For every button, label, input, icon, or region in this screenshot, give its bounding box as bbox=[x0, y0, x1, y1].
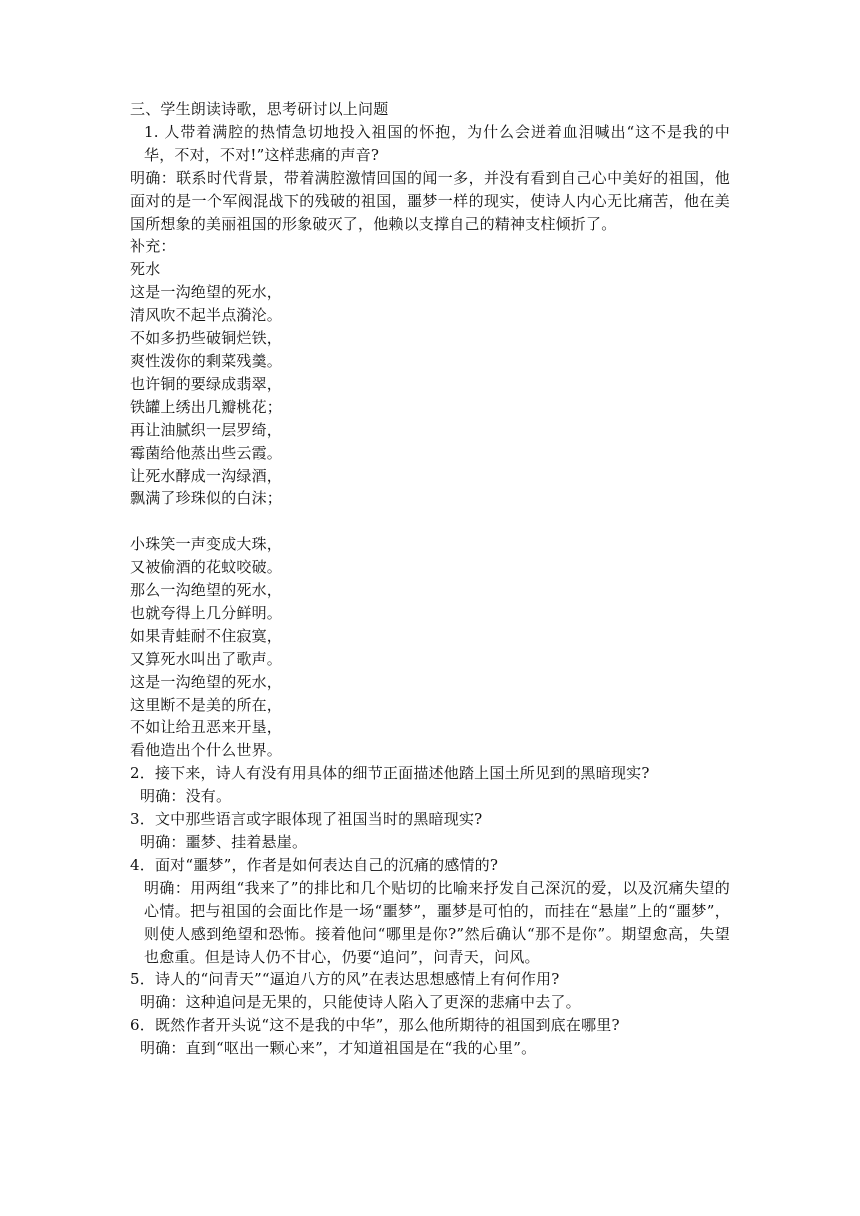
poem-line: 飘满了珍珠似的白沫； bbox=[130, 489, 283, 508]
poem-line: 又被偷酒的花蚊咬破。 bbox=[130, 558, 283, 577]
question-3: 3．文中那些语言或字眼体现了祖国当时的黑暗现实? bbox=[130, 810, 483, 829]
question-4: 4．面对“噩梦”，作者是如何表达自己的沉痛的感情的? bbox=[130, 855, 499, 874]
poem-line: 看他造出个什么世界。 bbox=[130, 741, 283, 760]
poem-stanza-2 bbox=[130, 533, 730, 762]
poem-line: 如果青蛙耐不住寂寞， bbox=[130, 626, 283, 645]
question-5: 5．诗人的“问青天”“逼迫八方的风”在表达思想感情上有何作用? bbox=[130, 970, 560, 989]
document-body bbox=[130, 98, 730, 1060]
poem-line: 铁罐上绣出几瓣桃花； bbox=[130, 397, 283, 416]
poem-line: 再让油腻织一层罗绮， bbox=[130, 420, 283, 439]
poem-line: 也许铜的要绿成翡翠， bbox=[130, 374, 283, 393]
answer-2: 明确：没有。 bbox=[140, 787, 232, 806]
question-1: 1. 人带着满腔的热情急切地投入祖国的怀抱，为什么会迸着血泪喊出“这不是我的中华，不对，不对!”这样悲痛的声音? bbox=[144, 122, 730, 164]
answer-4: 明确：用两组“我来了”的排比和几个贴切的比喻来抒发自己深沉的爱，以及沉痛失望的心情。把与祖国的会面比作是一场“噩梦”，噩梦是可怕的，而挂在“悬崖”上的“噩梦”，则使人感到绝望和恐怖。接着他问“哪里是你?”然后确认“那不是你”。期望愈高，失望也愈重。但是诗人仍不甘心，仍要“追问”，问青天，问风。 bbox=[144, 878, 730, 966]
poem-title: 死水 bbox=[130, 260, 161, 279]
answer-1: 明确：联系时代背景，带着满腔激情回国的闻一多，并没有看到自己心中美好的祖国，他面对的是一个军阀混战下的残破的祖国，噩梦一样的现实，使诗人内心无比痛苦，他在美国所想象的美丽祖国的形象破灭了，他赖以支撑自己的精神支柱倾折了。 bbox=[130, 168, 730, 233]
poem-line: 这里断不是美的所在， bbox=[130, 695, 283, 714]
poem-line: 小珠笑一声变成大珠， bbox=[130, 535, 283, 554]
poem-line: 不如多扔些破铜烂铁， bbox=[130, 329, 283, 348]
poem-line: 这是一沟绝望的死水， bbox=[130, 283, 283, 302]
supplement-label: 补充： bbox=[130, 237, 176, 256]
stanza-break bbox=[130, 510, 730, 533]
question-6: 6．既然作者开头说“这不是我的中华”，那么他所期待的祖国到底在哪里? bbox=[130, 1016, 620, 1035]
poem-stanza-1 bbox=[130, 281, 730, 510]
poem-line: 爽性泼你的剩菜残羹。 bbox=[130, 351, 283, 370]
poem-line: 不如让给丑恶来开垦， bbox=[130, 718, 283, 737]
answer-5: 明确：这种追问是无果的，只能使诗人陷入了更深的悲痛中去了。 bbox=[140, 993, 581, 1012]
poem-line: 也就夸得上几分鲜明。 bbox=[130, 603, 283, 622]
poem-line: 霉菌给他蒸出些云霞。 bbox=[130, 443, 283, 462]
poem-line: 又算死水叫出了歌声。 bbox=[130, 649, 283, 668]
answer-6: 明确：直到“呕出一颗心来”，才知道祖国是在“我的心里”。 bbox=[140, 1039, 537, 1058]
answer-3: 明确：噩梦、挂着悬崖。 bbox=[140, 832, 308, 851]
poem-line: 清风吹不起半点漪沦。 bbox=[130, 306, 283, 325]
poem-line: 这是一沟绝望的死水， bbox=[130, 672, 283, 691]
poem-line: 那么一沟绝望的死水， bbox=[130, 581, 283, 600]
question-2: 2．接下来，诗人有没有用具体的细节正面描述他踏上国土所见到的黑暗现实? bbox=[130, 764, 650, 783]
poem-line: 让死水酵成一沟绿酒， bbox=[130, 466, 283, 485]
section-title: 三、学生朗读诗歌，思考研讨以上问题 bbox=[130, 100, 389, 118]
